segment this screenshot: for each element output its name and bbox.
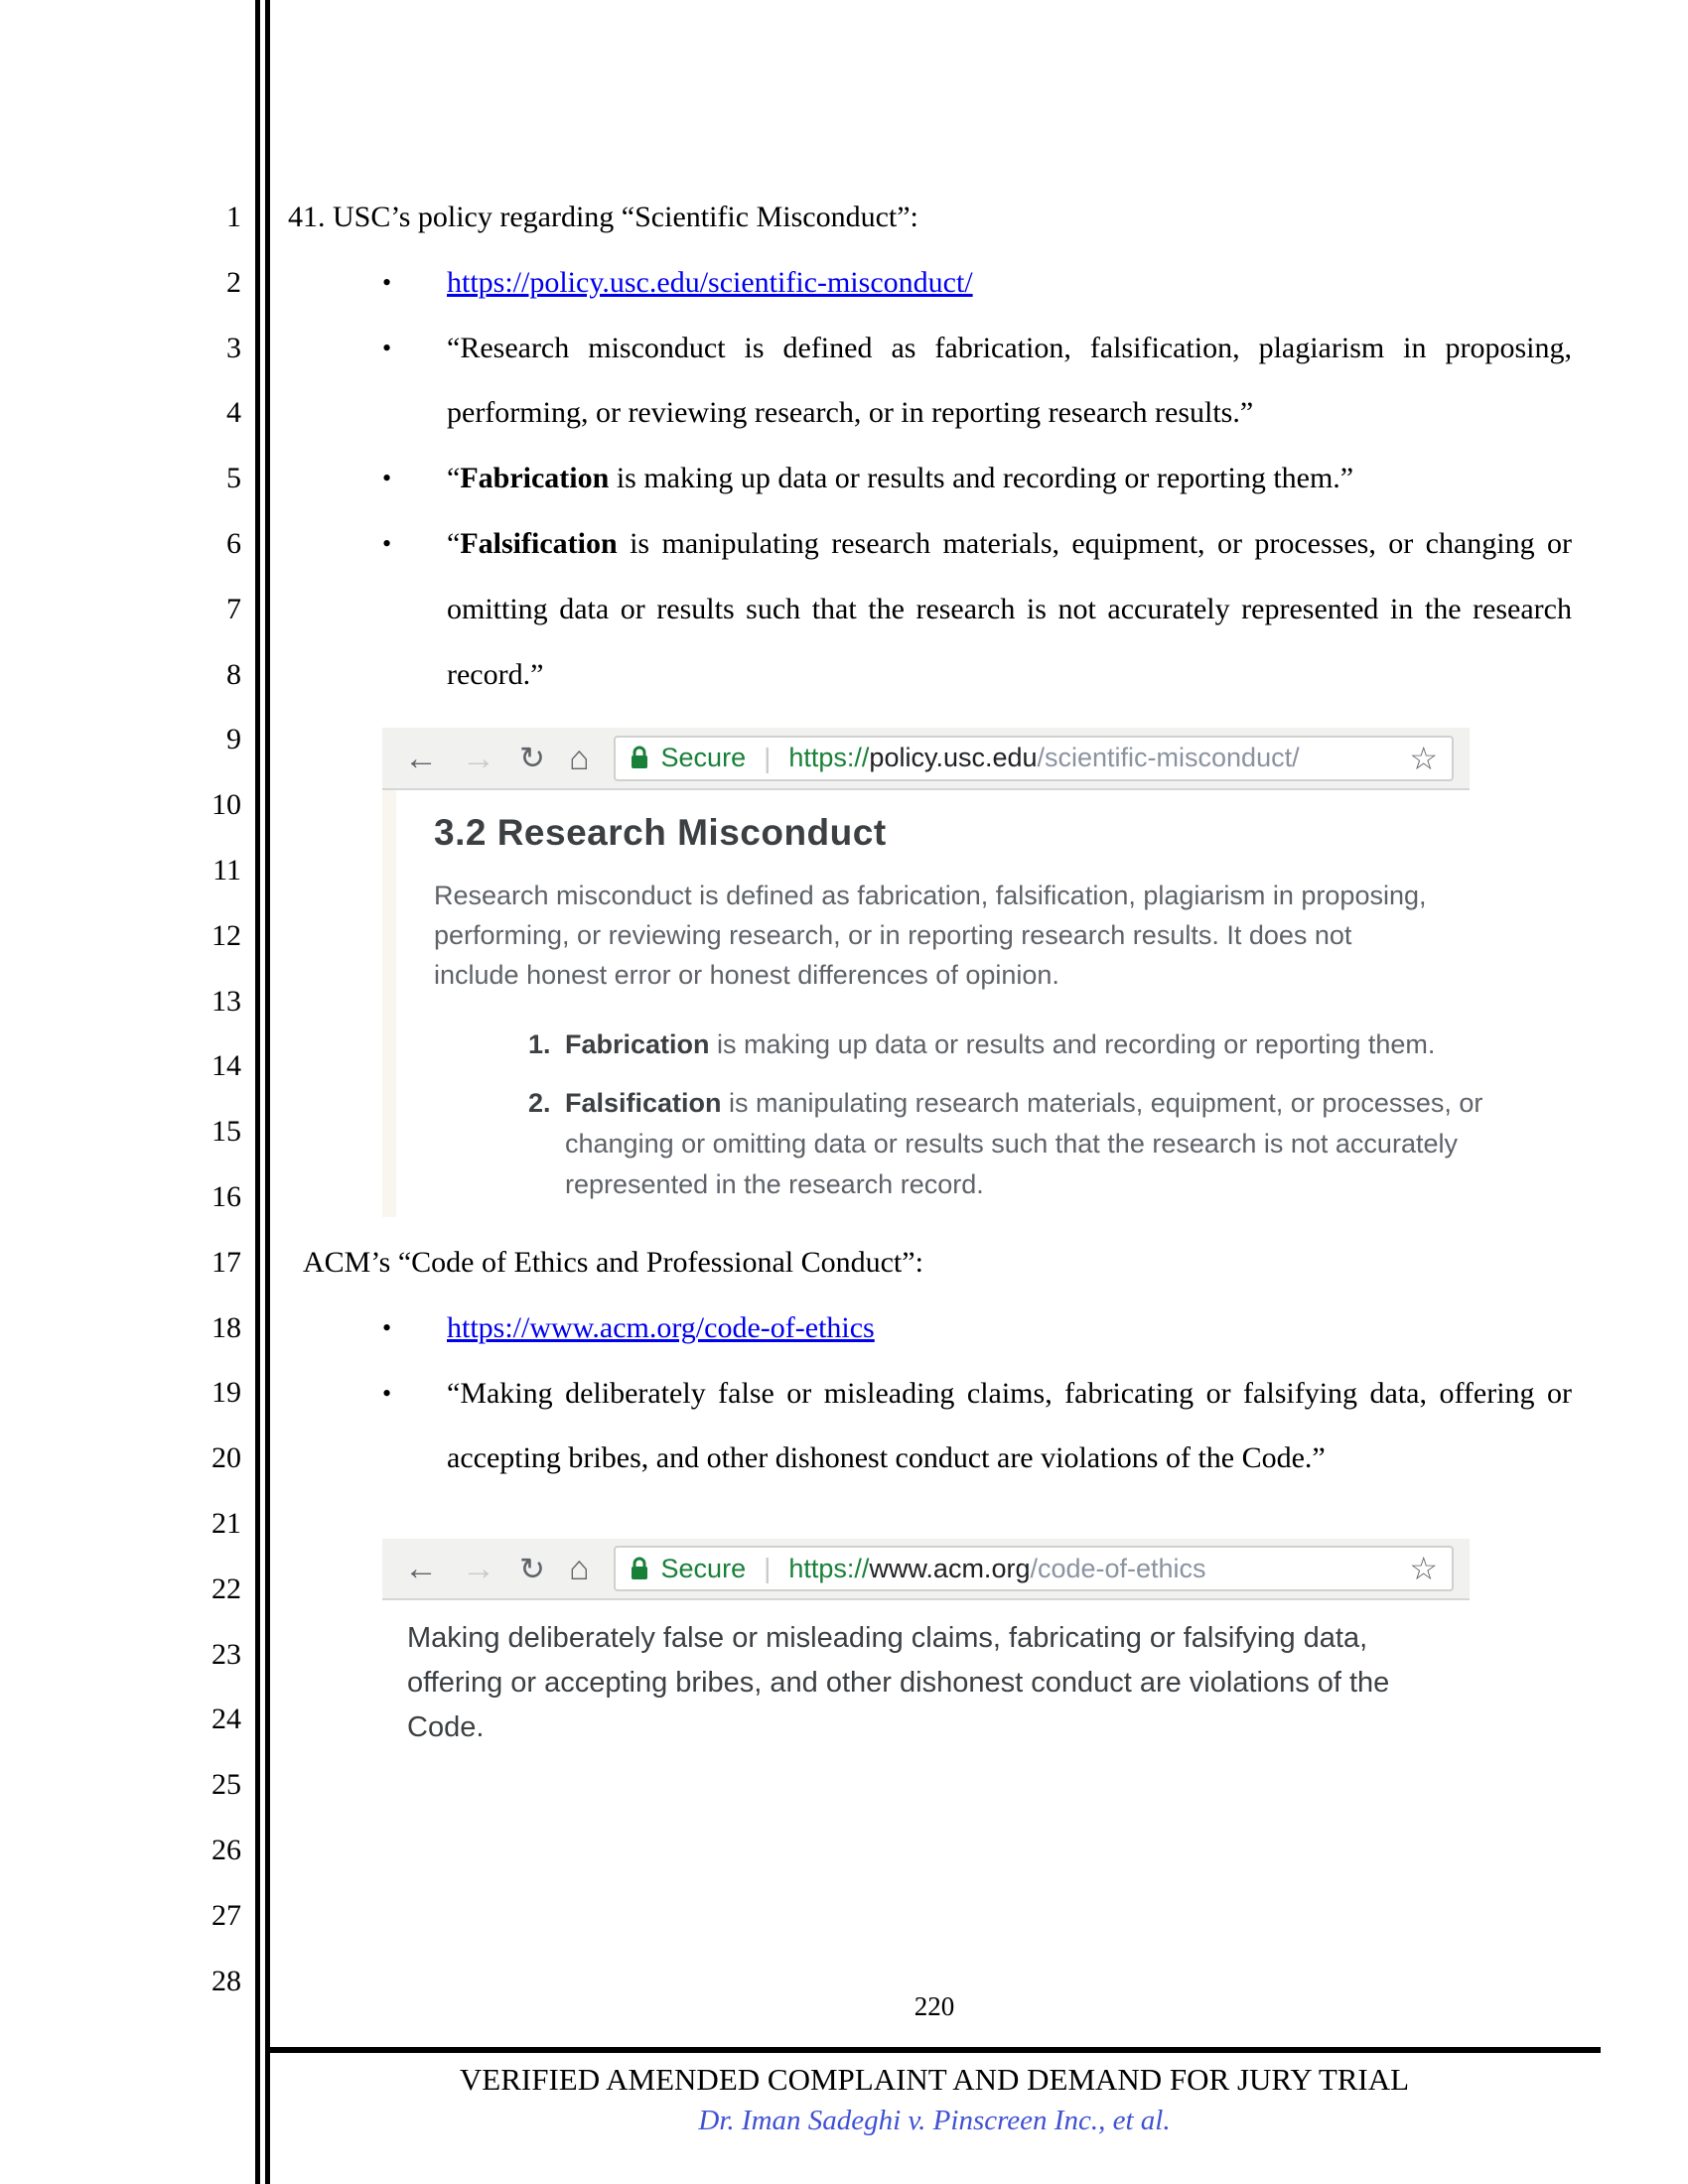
url-path: /code-of-ethics [1030, 1553, 1206, 1583]
line-number: 25 [211, 1768, 241, 1802]
bullet-item-definition [288, 316, 1572, 447]
browser-toolbar [382, 1539, 1470, 1600]
address-bar [614, 736, 1454, 781]
line-number: 21 [211, 1506, 241, 1540]
bullet-item-usc-link [288, 250, 1572, 316]
line-number: 14 [211, 1049, 241, 1083]
misconduct-list [434, 1024, 1518, 1205]
line-number: 5 [226, 462, 241, 495]
reload-icon: ↻ [519, 741, 545, 775]
falsification-text: is manipulating research materials, equipment, or processes, or changing or omitting data or results such that the research is not accurately represented in the research record.” [447, 526, 1572, 691]
url-text [788, 743, 1299, 773]
line-number: 16 [211, 1179, 241, 1213]
line-number: 19 [211, 1376, 241, 1410]
usc-browser-screenshot [382, 728, 1483, 1217]
falsification-term: Falsification [565, 1088, 722, 1118]
list-item-fabrication [528, 1024, 1518, 1065]
bullet-item-acm-quote [288, 1361, 1572, 1492]
url-text [788, 1554, 1205, 1584]
line-number: 22 [211, 1571, 241, 1605]
usc-policy-link[interactable]: https://policy.usc.edu/scientific-misconduct/ [447, 265, 973, 299]
line-number: 11 [212, 853, 241, 887]
acm-quote: “Making deliberately false or misleading claims, fabricating or falsifying data, offering or accepting bribes, and other dishonest conduct are violations of the Code.” [447, 1376, 1572, 1475]
line-number: 4 [226, 396, 241, 430]
line-number: 12 [211, 918, 241, 952]
line-number: 24 [211, 1703, 241, 1736]
address-divider: | [764, 1553, 772, 1583]
acm-section [288, 1230, 1572, 1491]
line-number: 8 [226, 657, 241, 691]
footer-title: VERIFIED AMENDED COMPLAINT AND DEMAND FOR JURY TRIAL [459, 2062, 1410, 2097]
fabrication-definition: is making up data or results and recording or reporting them. [709, 1029, 1436, 1059]
line-number: 28 [211, 1964, 241, 1997]
line-number: 18 [211, 1310, 241, 1344]
page-edge-strip [382, 790, 396, 1217]
line-number: 9 [226, 723, 241, 756]
bookmark-star-icon: ☆ [1409, 1551, 1438, 1586]
line-number: 3 [226, 331, 241, 364]
line-number: 13 [211, 984, 241, 1018]
back-icon: ← [404, 1550, 438, 1587]
line-number: 26 [211, 1833, 241, 1866]
paragraph-41 [288, 185, 1572, 707]
line-number: 1 [226, 201, 241, 233]
url-domain: www.acm.org [869, 1553, 1031, 1583]
back-icon: ← [404, 739, 438, 777]
bullet-icon: • [382, 1378, 392, 1408]
home-icon: ⌂ [568, 1550, 590, 1587]
acm-code-paragraph: Making deliberately false or misleading claims, fabricating or falsifying data, offering or accepting bribes, and other dishonest conduct are violations of the Code. [407, 1622, 1390, 1743]
footer-case-name: Dr. Iman Sadeghi v. Pinscreen Inc., et al. [698, 2105, 1171, 2136]
fabrication-term: Fabrication [565, 1029, 710, 1059]
fabrication-term: Fabrication [460, 462, 610, 495]
bullet-item-falsification [288, 511, 1572, 707]
secure-lock-icon [630, 745, 649, 771]
line-number: 17 [211, 1245, 241, 1279]
line-number: 27 [211, 1898, 241, 1932]
address-divider: | [764, 742, 772, 773]
list-item-falsification [528, 1083, 1518, 1205]
quote-open: “ [447, 526, 461, 560]
url-scheme: https:// [788, 743, 870, 772]
line-number: 10 [211, 788, 241, 822]
web-definition-paragraph: Research misconduct is defined as fabrication, falsification, plagiarism in proposing, performing, or reviewing research, or in reporting research results. It does not include honest error or honest differences of opinion. [434, 881, 1427, 990]
falsification-term: Falsification [460, 526, 618, 560]
quote-open: “ [447, 462, 461, 495]
reload-icon: ↻ [519, 1551, 545, 1586]
acm-browser-screenshot [382, 1539, 1470, 1750]
line-number: 6 [226, 526, 241, 560]
list-number: 1. [528, 1029, 551, 1059]
web-section-heading: 3.2 Research Misconduct [434, 812, 887, 853]
url-path: /scientific-misconduct/ [1037, 743, 1300, 772]
forward-icon: → [462, 1550, 495, 1587]
address-bar [614, 1546, 1454, 1591]
paragraph-41-heading: 41. USC’s policy regarding “Scientific Misconduct”: [288, 201, 918, 233]
secure-lock-icon [630, 1556, 649, 1582]
line-number: 2 [226, 265, 241, 299]
browser-toolbar [382, 728, 1470, 790]
bullet-icon: • [382, 528, 392, 558]
bullet-icon: • [382, 1312, 392, 1342]
secure-label: Secure [660, 743, 747, 772]
page-number: 220 [914, 1991, 955, 2021]
list-number: 2. [528, 1088, 551, 1118]
forward-icon: → [462, 739, 495, 777]
bullet-item-fabrication [288, 446, 1572, 511]
acm-ethics-link[interactable]: https://www.acm.org/code-of-ethics [447, 1310, 875, 1344]
footer-rule [268, 2047, 1601, 2053]
url-domain: policy.usc.edu [869, 743, 1038, 772]
bullet-icon: • [382, 333, 392, 362]
usc-page-content [382, 790, 1483, 1217]
home-icon: ⌂ [568, 739, 590, 777]
url-scheme: https:// [788, 1553, 870, 1583]
secure-label: Secure [660, 1553, 747, 1583]
bookmark-star-icon: ☆ [1409, 740, 1438, 776]
definition-quote: “Research misconduct is defined as fabrication, falsification, plagiarism in proposing, performing, or reviewing research, or in reporting research results.” [447, 331, 1572, 430]
bullet-icon: • [382, 267, 392, 297]
left-double-rule [255, 0, 270, 2184]
line-number-gutter [0, 185, 241, 2013]
line-number: 15 [211, 1115, 241, 1149]
line-number: 23 [211, 1637, 241, 1671]
bullet-icon: • [382, 464, 392, 493]
bullet-item-acm-link [288, 1296, 1572, 1361]
acm-page-content [382, 1600, 1470, 1750]
fabrication-text: is making up data or results and recording or reporting them.” [609, 462, 1354, 495]
falsification-definition: is manipulating research materials, equipment, or processes, or changing or omitting data or results such that the research is not accurately represented in the research record. [565, 1088, 1483, 1199]
acm-heading: ACM’s “Code of Ethics and Professional Conduct”: [303, 1246, 923, 1279]
line-number: 20 [211, 1441, 241, 1475]
line-number: 7 [226, 592, 241, 625]
